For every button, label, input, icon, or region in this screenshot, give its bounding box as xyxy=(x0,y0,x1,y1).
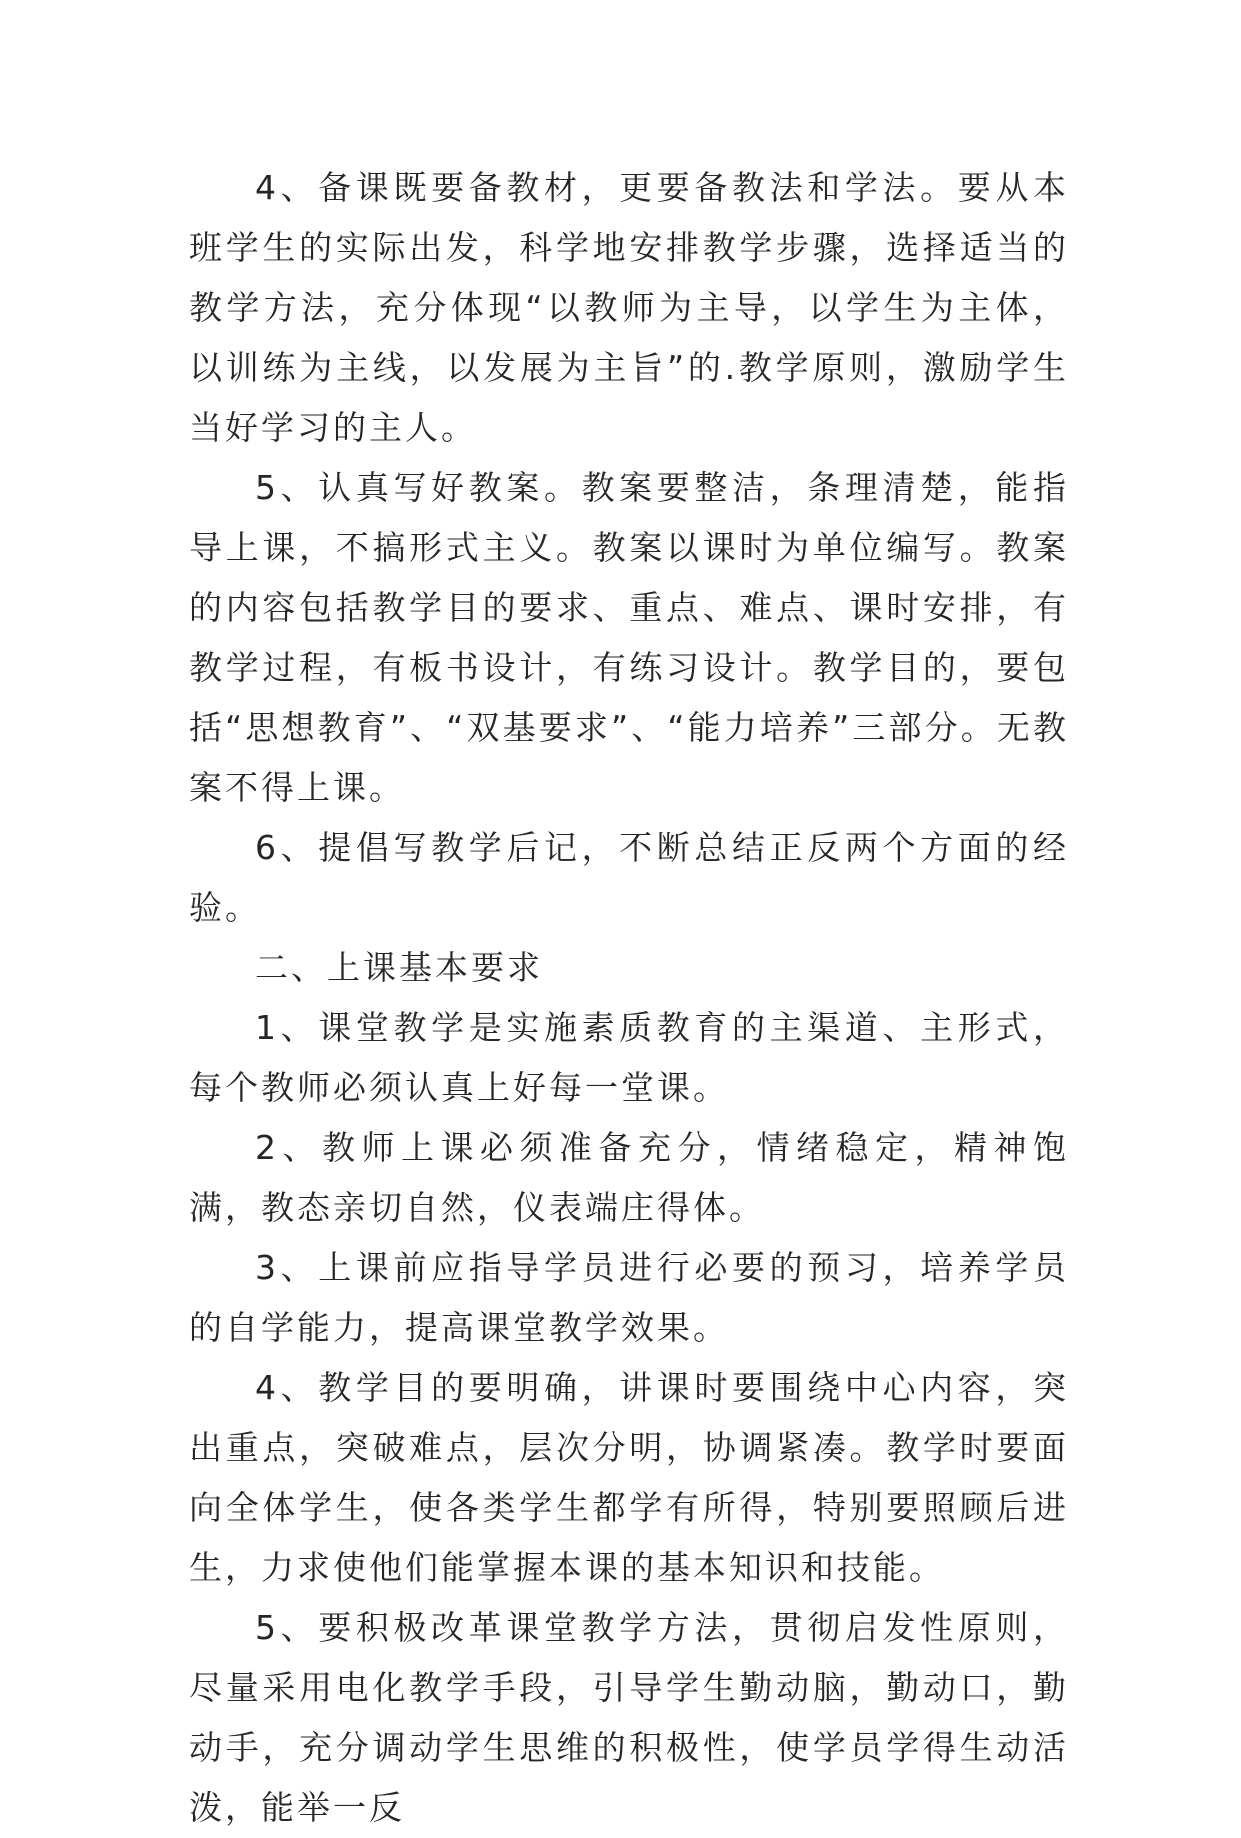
paragraph-lesson-plans: 5、认真写好教案。教案要整洁，条理清楚，能指导上课，不搞形式主义。教案以课时为单位编写。教案的内容包括教学目的要求、重点、难点、课时安排，有教学过程，有板书设计，有练习设计。教学目的，要包括“思想教育”、“双基要求”、“能力培养”三部分。无教案不得上课。 xyxy=(189,468,1069,807)
paragraph-preview-guidance: 3、上课前应指导学员进行必要的预习，培养学员的自学能力，提高课堂教学效果。 xyxy=(189,1248,1069,1347)
paragraph-teaching-objectives: 4、教学目的要明确，讲课时要围绕中心内容，突出重点，突破难点，层次分明，协调紧凑。教学时要面向全体学生，使各类学生都学有所得，特别要照顾后进生，力求使他们能掌握本课的基本知识和技能。 xyxy=(189,1368,1069,1587)
paragraph-teaching-notes: 6、提倡写教学后记，不断总结正反两个方面的经验。 xyxy=(189,828,1069,927)
paragraph-teaching-reform: 5、要积极改革课堂教学方法，贯彻启发性原则，尽量采用电化教学手段，引导学生勤动脑，勤动口，勤动手，充分调动学生思维的积极性，使学员学得生动活泼，能举一反 xyxy=(189,1608,1069,1827)
document-body xyxy=(189,158,1069,1838)
section-heading-class-requirements: 二、上课基本要求 xyxy=(255,948,543,987)
paragraph-classroom-teaching: 1、课堂教学是实施素质教育的主渠道、主形式，每个教师必须认真上好每一堂课。 xyxy=(189,1008,1069,1107)
paragraph-teacher-preparation: 2、教师上课必须准备充分，情绪稳定，精神饱满，教态亲切自然，仪表端庄得体。 xyxy=(189,1128,1069,1227)
paragraph-lesson-prep-methods: 4、备课既要备教材，更要备教法和学法。要从本班学生的实际出发，科学地安排教学步骤，选择适当的教学方法，充分体现“以教师为主导，以学生为主体，以训练为主线，以发展为主旨”的.教学原则，激励学生当好学习的主人。 xyxy=(189,168,1069,447)
